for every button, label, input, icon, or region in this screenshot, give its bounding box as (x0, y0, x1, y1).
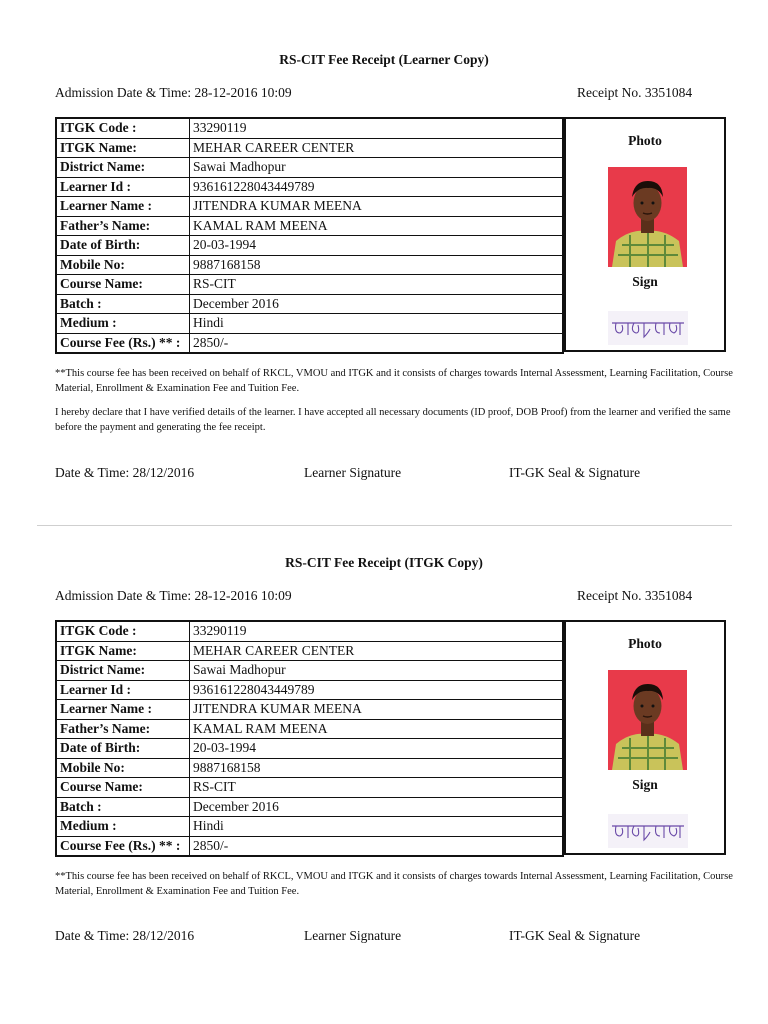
field-label: Learner Id : (56, 680, 190, 700)
field-label: Date of Birth: (56, 739, 190, 759)
receipt-title: RS-CIT Fee Receipt (ITGK Copy) (285, 555, 483, 570)
footer-date: Date & Time: 28/12/2016 (55, 928, 195, 943)
learner-details-table (55, 620, 564, 857)
photo-sign-box (564, 620, 726, 855)
receipt-itgk-copy (0, 503, 768, 1024)
field-value: 20-03-1994 (190, 739, 564, 759)
footer-itgk-seal: IT-GK Seal & Signature (509, 928, 641, 943)
field-label: Learner Name : (56, 700, 190, 720)
field-value: 936161228043449789 (190, 680, 564, 700)
field-label: Learner Id : (56, 177, 190, 197)
table-row (56, 661, 563, 681)
field-value: 9887168158 (190, 255, 564, 275)
field-label: Course Fee (Rs.) ** : (56, 333, 190, 353)
field-label: Mobile No: (56, 255, 190, 275)
footer-itgk-seal: IT-GK Seal & Signature (509, 465, 641, 480)
sign-label: Sign (632, 777, 658, 792)
signature-image (608, 814, 688, 848)
field-label: Course Fee (Rs.) ** : (56, 836, 190, 856)
admission-datetime: Admission Date & Time: 28-12-2016 10:09 (55, 588, 292, 603)
learner-signature (608, 311, 688, 345)
field-value: December 2016 (190, 294, 564, 314)
table-row (56, 197, 563, 217)
field-label: ITGK Code : (56, 118, 190, 138)
table-row (56, 739, 563, 759)
field-label: Mobile No: (56, 758, 190, 778)
photo-label: Photo (628, 636, 662, 651)
photo-label: Photo (628, 133, 662, 148)
field-value: Hindi (190, 817, 564, 837)
table-row (56, 118, 563, 138)
table-row (56, 719, 563, 739)
table-row (56, 236, 563, 256)
table-row (56, 680, 563, 700)
field-value: KAMAL RAM MEENA (190, 719, 564, 739)
footer-date: Date & Time: 28/12/2016 (55, 465, 195, 480)
learner-signature (608, 814, 688, 848)
footer-learner-signature: Learner Signature (304, 928, 402, 943)
field-value: December 2016 (190, 797, 564, 817)
table-row (56, 836, 563, 856)
field-value: 936161228043449789 (190, 177, 564, 197)
field-value: Sawai Madhopur (190, 661, 564, 681)
field-value: 20-03-1994 (190, 236, 564, 256)
field-value: KAMAL RAM MEENA (190, 216, 564, 236)
table-row (56, 778, 563, 798)
declaration-note: I hereby declare that I have verified details of the learner. I have accepted all necessary documents (ID proof, DOB Proof) from the learner and verified the same before the payment and generating the fee receipt. (55, 407, 731, 433)
field-value: JITENDRA KUMAR MEENA (190, 700, 564, 720)
table-row (56, 216, 563, 236)
field-value: MEHAR CAREER CENTER (190, 138, 564, 158)
field-label: Batch : (56, 294, 190, 314)
field-value: RS-CIT (190, 275, 564, 295)
person-portrait-icon (608, 167, 687, 267)
table-row (56, 294, 563, 314)
field-value: Sawai Madhopur (190, 158, 564, 178)
footer-learner-signature: Learner Signature (304, 465, 402, 480)
table-row (56, 621, 563, 641)
field-label: Course Name: (56, 778, 190, 798)
table-row (56, 333, 563, 353)
field-value: 33290119 (190, 621, 564, 641)
learner-details-table (55, 117, 564, 354)
learner-photo (608, 670, 687, 770)
table-row (56, 758, 563, 778)
fee-note: **This course fee has been received on behalf of RKCL, VMOU and ITGK and it consists of charges towards Internal Assessment, Learning Facilitation, Course Material, Enrollment & Examination Fee and Tuition Fee. (55, 368, 733, 394)
field-value: JITENDRA KUMAR MEENA (190, 197, 564, 217)
sign-label: Sign (632, 274, 658, 289)
table-row (56, 817, 563, 837)
field-value: 9887168158 (190, 758, 564, 778)
fee-note: **This course fee has been received on behalf of RKCL, VMOU and ITGK and it consists of charges towards Internal Assessment, Learning Facilitation, Course Material, Enrollment & Examination Fee and Tuition Fee. (55, 871, 733, 897)
field-label: Medium : (56, 314, 190, 334)
table-row (56, 255, 563, 275)
field-value: Hindi (190, 314, 564, 334)
table-row (56, 641, 563, 661)
field-label: District Name: (56, 158, 190, 178)
field-value: MEHAR CAREER CENTER (190, 641, 564, 661)
receipt-number: Receipt No. 3351084 (577, 588, 693, 603)
admission-datetime: Admission Date & Time: 28-12-2016 10:09 (55, 85, 292, 100)
signature-image (608, 311, 688, 345)
field-label: Course Name: (56, 275, 190, 295)
field-label: ITGK Name: (56, 641, 190, 661)
table-row (56, 700, 563, 720)
table-row (56, 138, 563, 158)
field-label: Father’s Name: (56, 216, 190, 236)
field-label: Medium : (56, 817, 190, 837)
field-label: ITGK Name: (56, 138, 190, 158)
receipt-title: RS-CIT Fee Receipt (Learner Copy) (279, 52, 489, 67)
table-row (56, 275, 563, 295)
table-row (56, 177, 563, 197)
field-label: District Name: (56, 661, 190, 681)
receipt-number: Receipt No. 3351084 (577, 85, 693, 100)
field-value: RS-CIT (190, 778, 564, 798)
table-row (56, 797, 563, 817)
field-label: ITGK Code : (56, 621, 190, 641)
field-label: Date of Birth: (56, 236, 190, 256)
table-row (56, 314, 563, 334)
field-value: 33290119 (190, 118, 564, 138)
field-label: Learner Name : (56, 197, 190, 217)
photo-sign-box (564, 117, 726, 352)
field-label: Father’s Name: (56, 719, 190, 739)
person-portrait-icon (608, 670, 687, 770)
field-value: 2850/- (190, 333, 564, 353)
table-row (56, 158, 563, 178)
learner-photo (608, 167, 687, 267)
field-value: 2850/- (190, 836, 564, 856)
field-label: Batch : (56, 797, 190, 817)
